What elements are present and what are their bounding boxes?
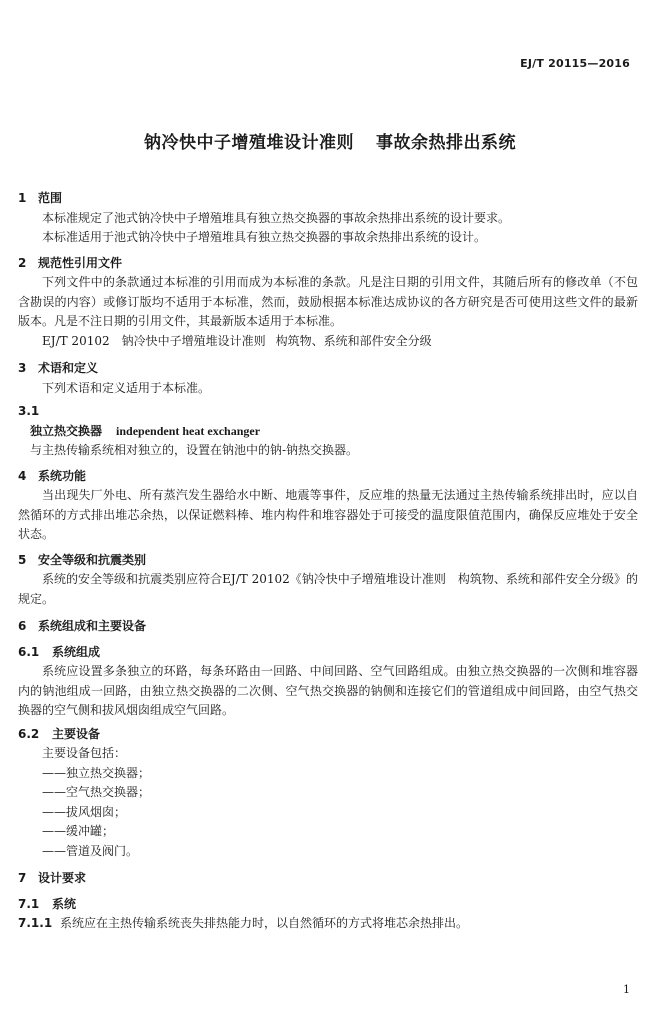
clause-7-1-1 [18, 914, 638, 934]
standard-code: EJ/T 20115—2016 [520, 57, 630, 70]
list-intro: 主要设备包括： [42, 746, 127, 760]
document-body [18, 185, 638, 934]
subsection-number: 7.1 [18, 896, 40, 911]
subsection-number: 3.1 [18, 404, 40, 418]
list-item: ——管道及阀门。 [42, 843, 139, 858]
section-number: 7 [18, 871, 27, 885]
section-number: 6 [18, 619, 27, 633]
paragraph: 本标准适用于池式钠冷快中子增殖堆具有独立热交换器的事故余热排出系统的设计。 [42, 230, 487, 244]
paragraph: 下列术语和定义适用于本标准。 [42, 380, 211, 395]
section-title: 范围 [38, 191, 63, 205]
list-item: ——空气热交换器； [42, 785, 151, 799]
subsection-number: 6.1 [18, 644, 40, 659]
section-title: 系统功能 [38, 468, 87, 483]
list-item: ——拔风烟囱； [42, 804, 127, 819]
section-title: 规范性引用文件 [38, 255, 123, 270]
paragraph: 系统的安全等级和抗震类别应符合EJ/T 20102《钠冷快中子增殖堆设计准则 构筑物、系统和部件安全分级》的规定。 [18, 572, 638, 606]
document-title [0, 128, 660, 153]
section-number: 1 [18, 191, 27, 205]
clause-text: 系统应在主热传输系统丧失排热能力时，以自然循环的方式将堆芯余热排出。 [60, 916, 469, 930]
term-english: independent heat exchanger [116, 423, 261, 438]
paragraph: 当出现失厂外电、所有蒸汽发生器给水中断、地震等事件，反应堆的热量无法通过主热传输系统排出时，应以自然循环的方式排出堆芯余热，以保证燃料棒、堆内构件和堆容器处于可接受的温度限值范围内，确保反应堆处于安全状态。 [18, 488, 638, 541]
term-chinese: 独立热交换器 [30, 423, 103, 438]
section-7-heading [18, 869, 638, 889]
ref-title-part: 构筑物、系统和部件安全分级 [275, 333, 432, 348]
paragraph: 本标准规定了池式钠冷快中子增殖堆具有独立热交换器的事故余热排出系统的设计要求。 [42, 210, 511, 225]
subsection-title: 系统组成 [52, 644, 101, 659]
page-number: 1 [623, 983, 630, 996]
subsection-number: 6.2 [18, 726, 40, 741]
subsection-6-2-heading [18, 725, 638, 745]
section-2-heading [18, 254, 638, 274]
section-title: 系统组成和主要设备 [38, 619, 147, 633]
section-1-heading [18, 189, 638, 209]
term-entry [18, 422, 638, 442]
section-title: 设计要求 [38, 871, 87, 885]
subsection-title: 系统 [52, 896, 77, 911]
ref-title-main: 钠冷快中子增殖堆设计准则 [121, 333, 266, 348]
section-6-heading [18, 617, 638, 637]
ref-code: EJ/T 20102 [42, 333, 110, 348]
section-number: 4 [18, 468, 27, 483]
section-4-heading [18, 467, 638, 487]
list-item: ——独立热交换器； [42, 765, 151, 780]
section-3-heading [18, 359, 638, 379]
subsection-6-1-heading [18, 643, 638, 663]
subsection-3-1-heading [18, 402, 638, 422]
section-number: 2 [18, 255, 27, 270]
section-number: 3 [18, 361, 27, 375]
section-5-heading [18, 551, 638, 571]
section-title: 安全等级和抗震类别 [38, 552, 147, 567]
list-item: ——缓冲罐； [42, 824, 115, 838]
term-definition: 与主热传输系统相对独立的，设置在钠池中的钠-钠热交换器。 [30, 443, 359, 457]
subsection-title: 主要设备 [52, 726, 101, 741]
paragraph: 下列文件中的条款通过本标准的引用而成为本标准的条款。凡是注日期的引用文件，其随后所有的修改单（不包含勘误的内容）或修订版均不适用于本标准，然而，鼓励根据本标准达成协议的各方研究是否可使用这些文件的最新版本。凡是不注日期的引用文件，其最新版本适用于本标准。 [18, 275, 638, 328]
paragraph: 系统应设置多条独立的环路，每条环路由一回路、中间回路、空气回路组成。由独立热交换器的一次侧和堆容器内的钠池组成一回路，由独立热交换器的二次侧、空气热交换器的钠侧和连接它们的管道组成中间回路，由空气热交换器的空气侧和拔风烟囱组成空气回路。 [18, 664, 638, 717]
title-part2: 事故余热排出系统 [376, 133, 516, 153]
title-part1: 钠冷快中子增殖堆设计准则 [144, 133, 354, 153]
clause-number: 7.1.1 [18, 916, 53, 930]
section-title: 术语和定义 [38, 361, 99, 375]
normative-reference [18, 332, 638, 352]
subsection-7-1-heading [18, 895, 638, 915]
section-number: 5 [18, 552, 27, 567]
